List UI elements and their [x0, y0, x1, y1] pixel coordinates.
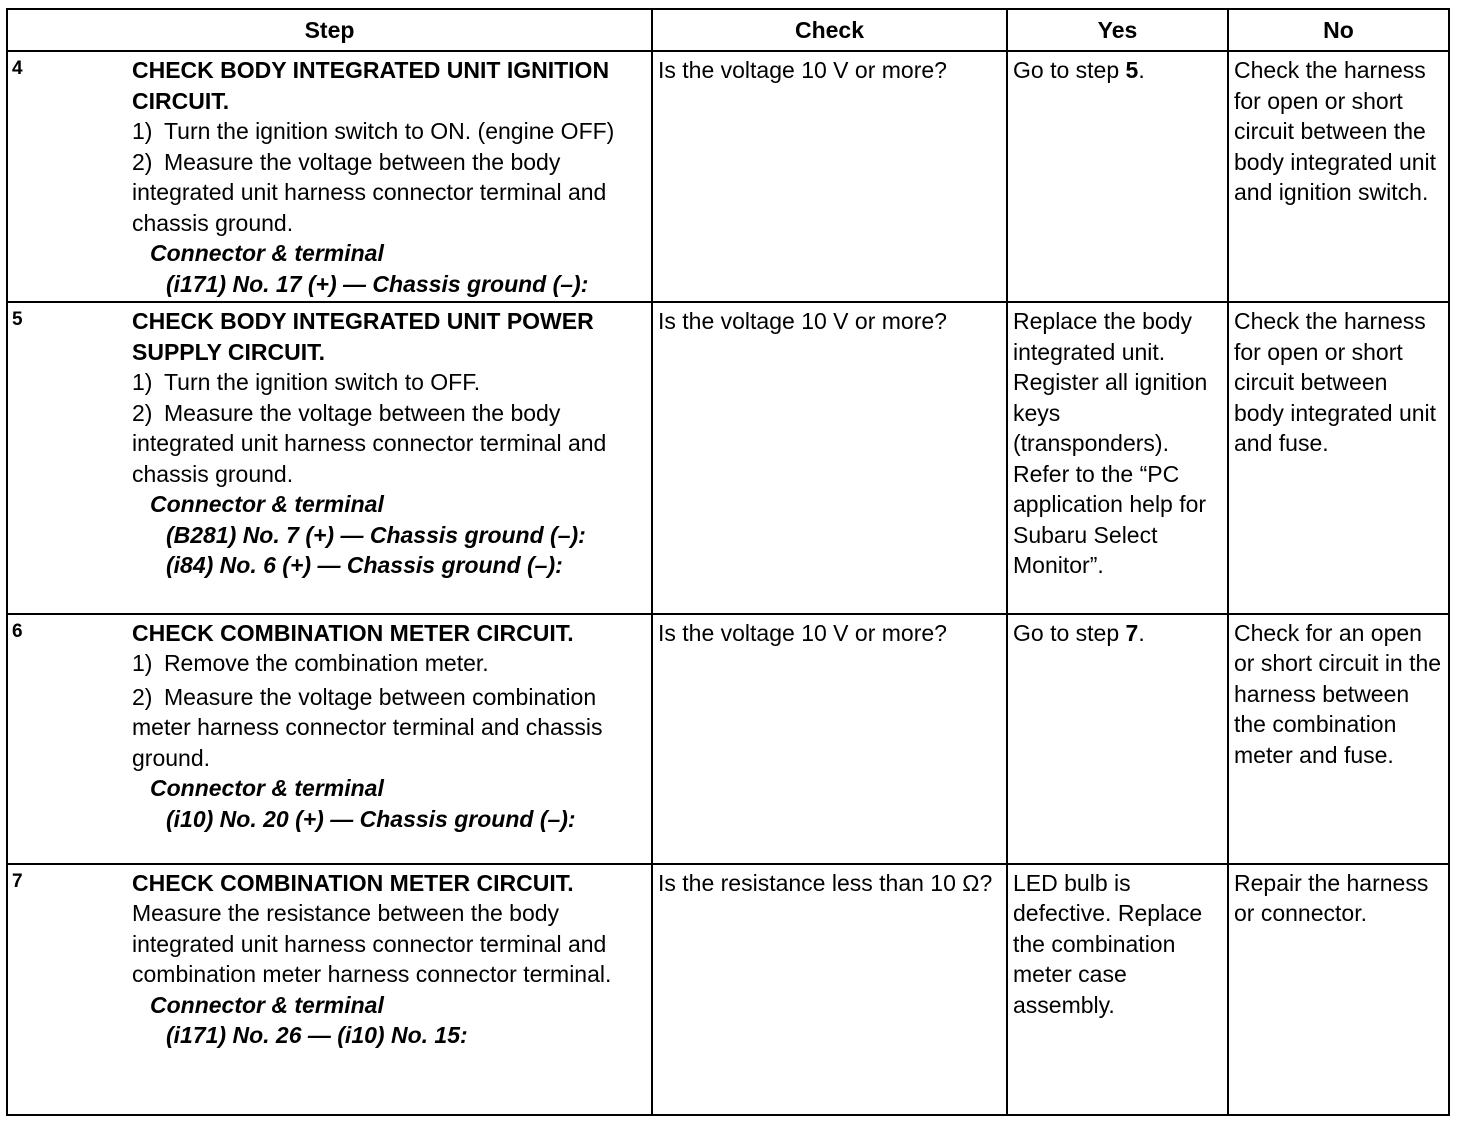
step-number: 4 [12, 58, 23, 80]
step-instruction: 2) Measure the voltage between the body integrated unit harness connector terminal and chassis ground. [132, 399, 607, 487]
terminal-spec: (i171) No. 17 (+) — Chassis ground (–): [166, 270, 589, 297]
check-cell: Is the voltage 10 V or more? [652, 302, 1007, 613]
step-instruction: 2) Measure the voltage between the body integrated unit harness connector terminal and chassis ground. [132, 148, 607, 236]
yes-cell: Go to step 5. [1007, 51, 1228, 302]
header-row [8, 10, 1448, 51]
yes-cell: Replace the body integrated unit. Register all ignition keys (transponders). Refer to the “PC application help for Subaru Select Monitor”. [1007, 302, 1228, 613]
step-reference: 7 [1125, 619, 1139, 646]
step-number: 6 [12, 620, 23, 642]
terminal-spec: (i171) No. 26 — (i10) No. 15: [166, 1022, 468, 1049]
table-row [8, 51, 1448, 302]
table-row [8, 614, 1448, 864]
no-cell: Repair the harness or connector. [1228, 864, 1448, 1114]
connector-label: Connector & terminal [150, 240, 384, 267]
connector-label: Connector & terminal [150, 991, 384, 1018]
step-cell [8, 302, 652, 613]
yes-cell: LED bulb is defective. Replace the combination meter case assembly. [1007, 864, 1228, 1114]
yes-cell: Go to step 7. [1007, 614, 1228, 864]
terminal-spec: (B281) No. 7 (+) — Chassis ground (–): [166, 521, 586, 548]
connector-label: Connector & terminal [150, 491, 384, 518]
step-table [8, 10, 1448, 1114]
step-title: CHECK COMBINATION METER CIRCUIT. [132, 619, 574, 646]
check-cell: Is the voltage 10 V or more? [652, 614, 1007, 864]
diagnostic-procedure-table [6, 8, 1450, 1116]
step-cell [8, 614, 652, 864]
no-cell: Check for an open or short circuit in the harness between the combination meter and fuse. [1228, 614, 1448, 864]
step-instruction: 1) Turn the ignition switch to OFF. [132, 369, 481, 396]
step-reference: 5 [1125, 57, 1139, 84]
step-number: 5 [12, 309, 23, 331]
step-title: CHECK BODY INTEGRATED UNIT IGNITION CIRCUIT. [132, 57, 610, 114]
connector-label: Connector & terminal [150, 775, 384, 802]
header-step: Step [8, 10, 652, 51]
table-row [8, 864, 1448, 1114]
step-instruction: 1) Turn the ignition switch to ON. (engine OFF) [132, 118, 615, 145]
step-title: CHECK COMBINATION METER CIRCUIT. [132, 869, 574, 896]
header-yes: Yes [1007, 10, 1228, 51]
no-cell: Check the harness for open or short circuit between body integrated unit and fuse. [1228, 302, 1448, 613]
step-instruction: 1) Remove the combination meter. [132, 650, 489, 677]
table-row [8, 302, 1448, 613]
terminal-spec: (i10) No. 20 (+) — Chassis ground (–): [166, 805, 576, 832]
check-cell: Is the resistance less than 10 Ω? [652, 864, 1007, 1114]
check-cell: Is the voltage 10 V or more? [652, 51, 1007, 302]
step-instruction: 2) Measure the voltage between combination meter harness connector terminal and chassis ground. [132, 683, 603, 771]
no-cell: Check the harness for open or short circuit between the body integrated unit and ignition switch. [1228, 51, 1448, 302]
header-check: Check [652, 10, 1007, 51]
step-number: 7 [12, 870, 23, 892]
step-cell [8, 51, 652, 302]
header-no: No [1228, 10, 1448, 51]
terminal-spec: (i84) No. 6 (+) — Chassis ground (–): [166, 552, 563, 579]
step-title: CHECK BODY INTEGRATED UNIT POWER SUPPLY CIRCUIT. [132, 308, 594, 365]
step-instruction: Measure the resistance between the body integrated unit harness connector terminal and combination meter harness connector terminal. [132, 900, 612, 988]
step-cell [8, 864, 652, 1114]
